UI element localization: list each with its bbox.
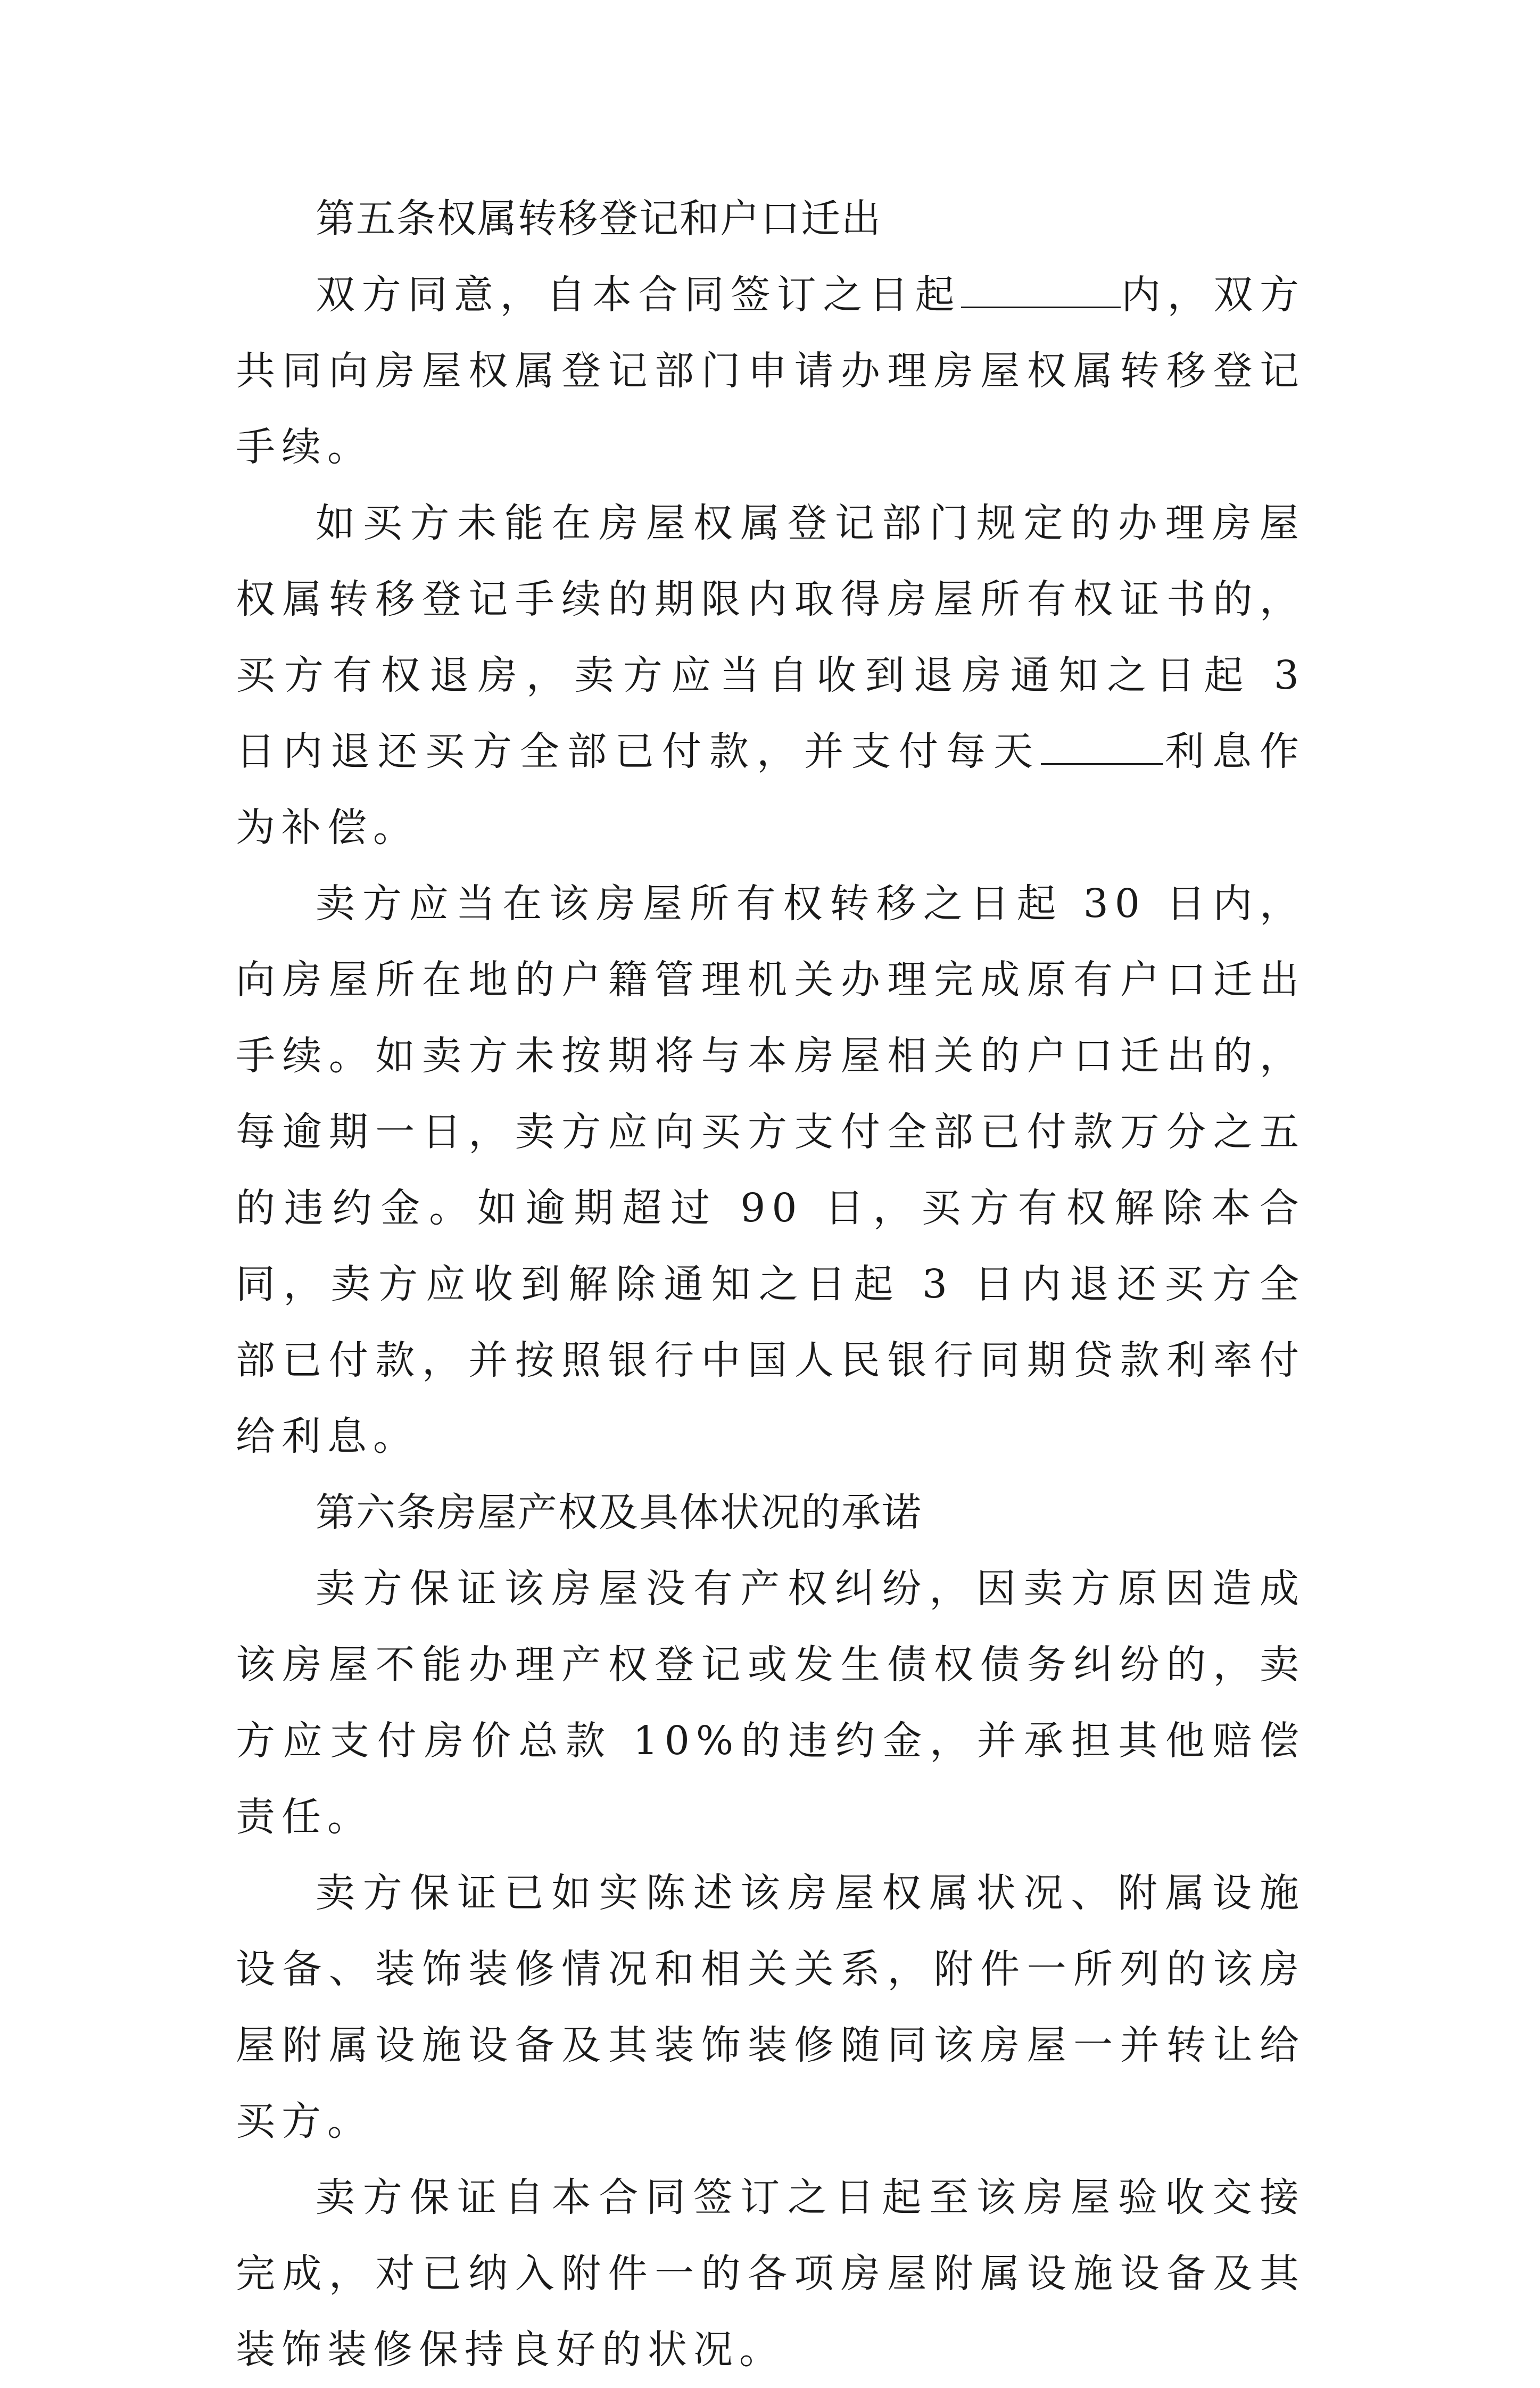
section5-title: 第五条权属转移登记和户口迁出 [316,196,882,242]
section6-paragraph-3: 卖方保证自本合同签订之日起至该房屋验收交接完成，对已纳入附件一的各项房屋附属设施设备及其装饰装修保持良好的状况。 [236,2175,1305,2373]
section6-paragraph-2: 卖方保证已如实陈述该房屋权属状况、附属设施设备、装饰装修情况和相关关系，附件一所列的该房屋附属设施设备及其装饰装修随同该房屋一并转让给买方。 [236,1870,1305,2144]
section5-p2-text-before: 如买方未能在房屋权属登记部门规定的办理房屋权属转移登记手续的期限内取得房屋所有权证书的，买方有权退房，卖方应当自收到退房通知之日起 3 日内退还买方全部已付款，并支付每天 [236,500,1305,774]
section6-title: 第六条房屋产权及具体状况的承诺 [316,1490,922,1535]
section5-paragraph-3: 卖方应当在该房屋所有权转移之日起 30 日内，向房屋所在地的户籍管理机关办理完成原有户口迁出手续。如卖方未按期将与本房屋相关的户口迁出的，每逾期一日，卖方应向买方支付全部已付款万分之五的违约金。如逾期超过 90 日，买方有权解除本合同，卖方应收到解除通知之日起 3 日内退还买方全部已付款，并按照银行中国人民银行同期贷款利率付给利息。 [236,881,1305,1459]
document-body [236,181,1305,2388]
section5-p2-text-after: 利息作为补偿。 [236,729,1305,850]
section6-paragraph-1: 卖方保证该房屋没有产权纠纷，因卖方原因造成该房屋不能办理产权登记或发生债权债务纠纷的，卖方应支付房价总款 10%的违约金，并承担其他赔偿责任。 [236,1566,1305,1840]
section5-p1-text-before: 双方同意，自本合同签订之日起 [316,272,962,318]
section5-paragraph-1 [236,257,1305,485]
fill-in-blank-interest [1041,730,1163,765]
section5-paragraph-2 [236,485,1305,866]
section5-p1-text-after: 内，双方共同向房屋权属登记部门申请办理房屋权属转移登记手续。 [236,272,1306,470]
fill-in-blank-days [961,274,1121,308]
